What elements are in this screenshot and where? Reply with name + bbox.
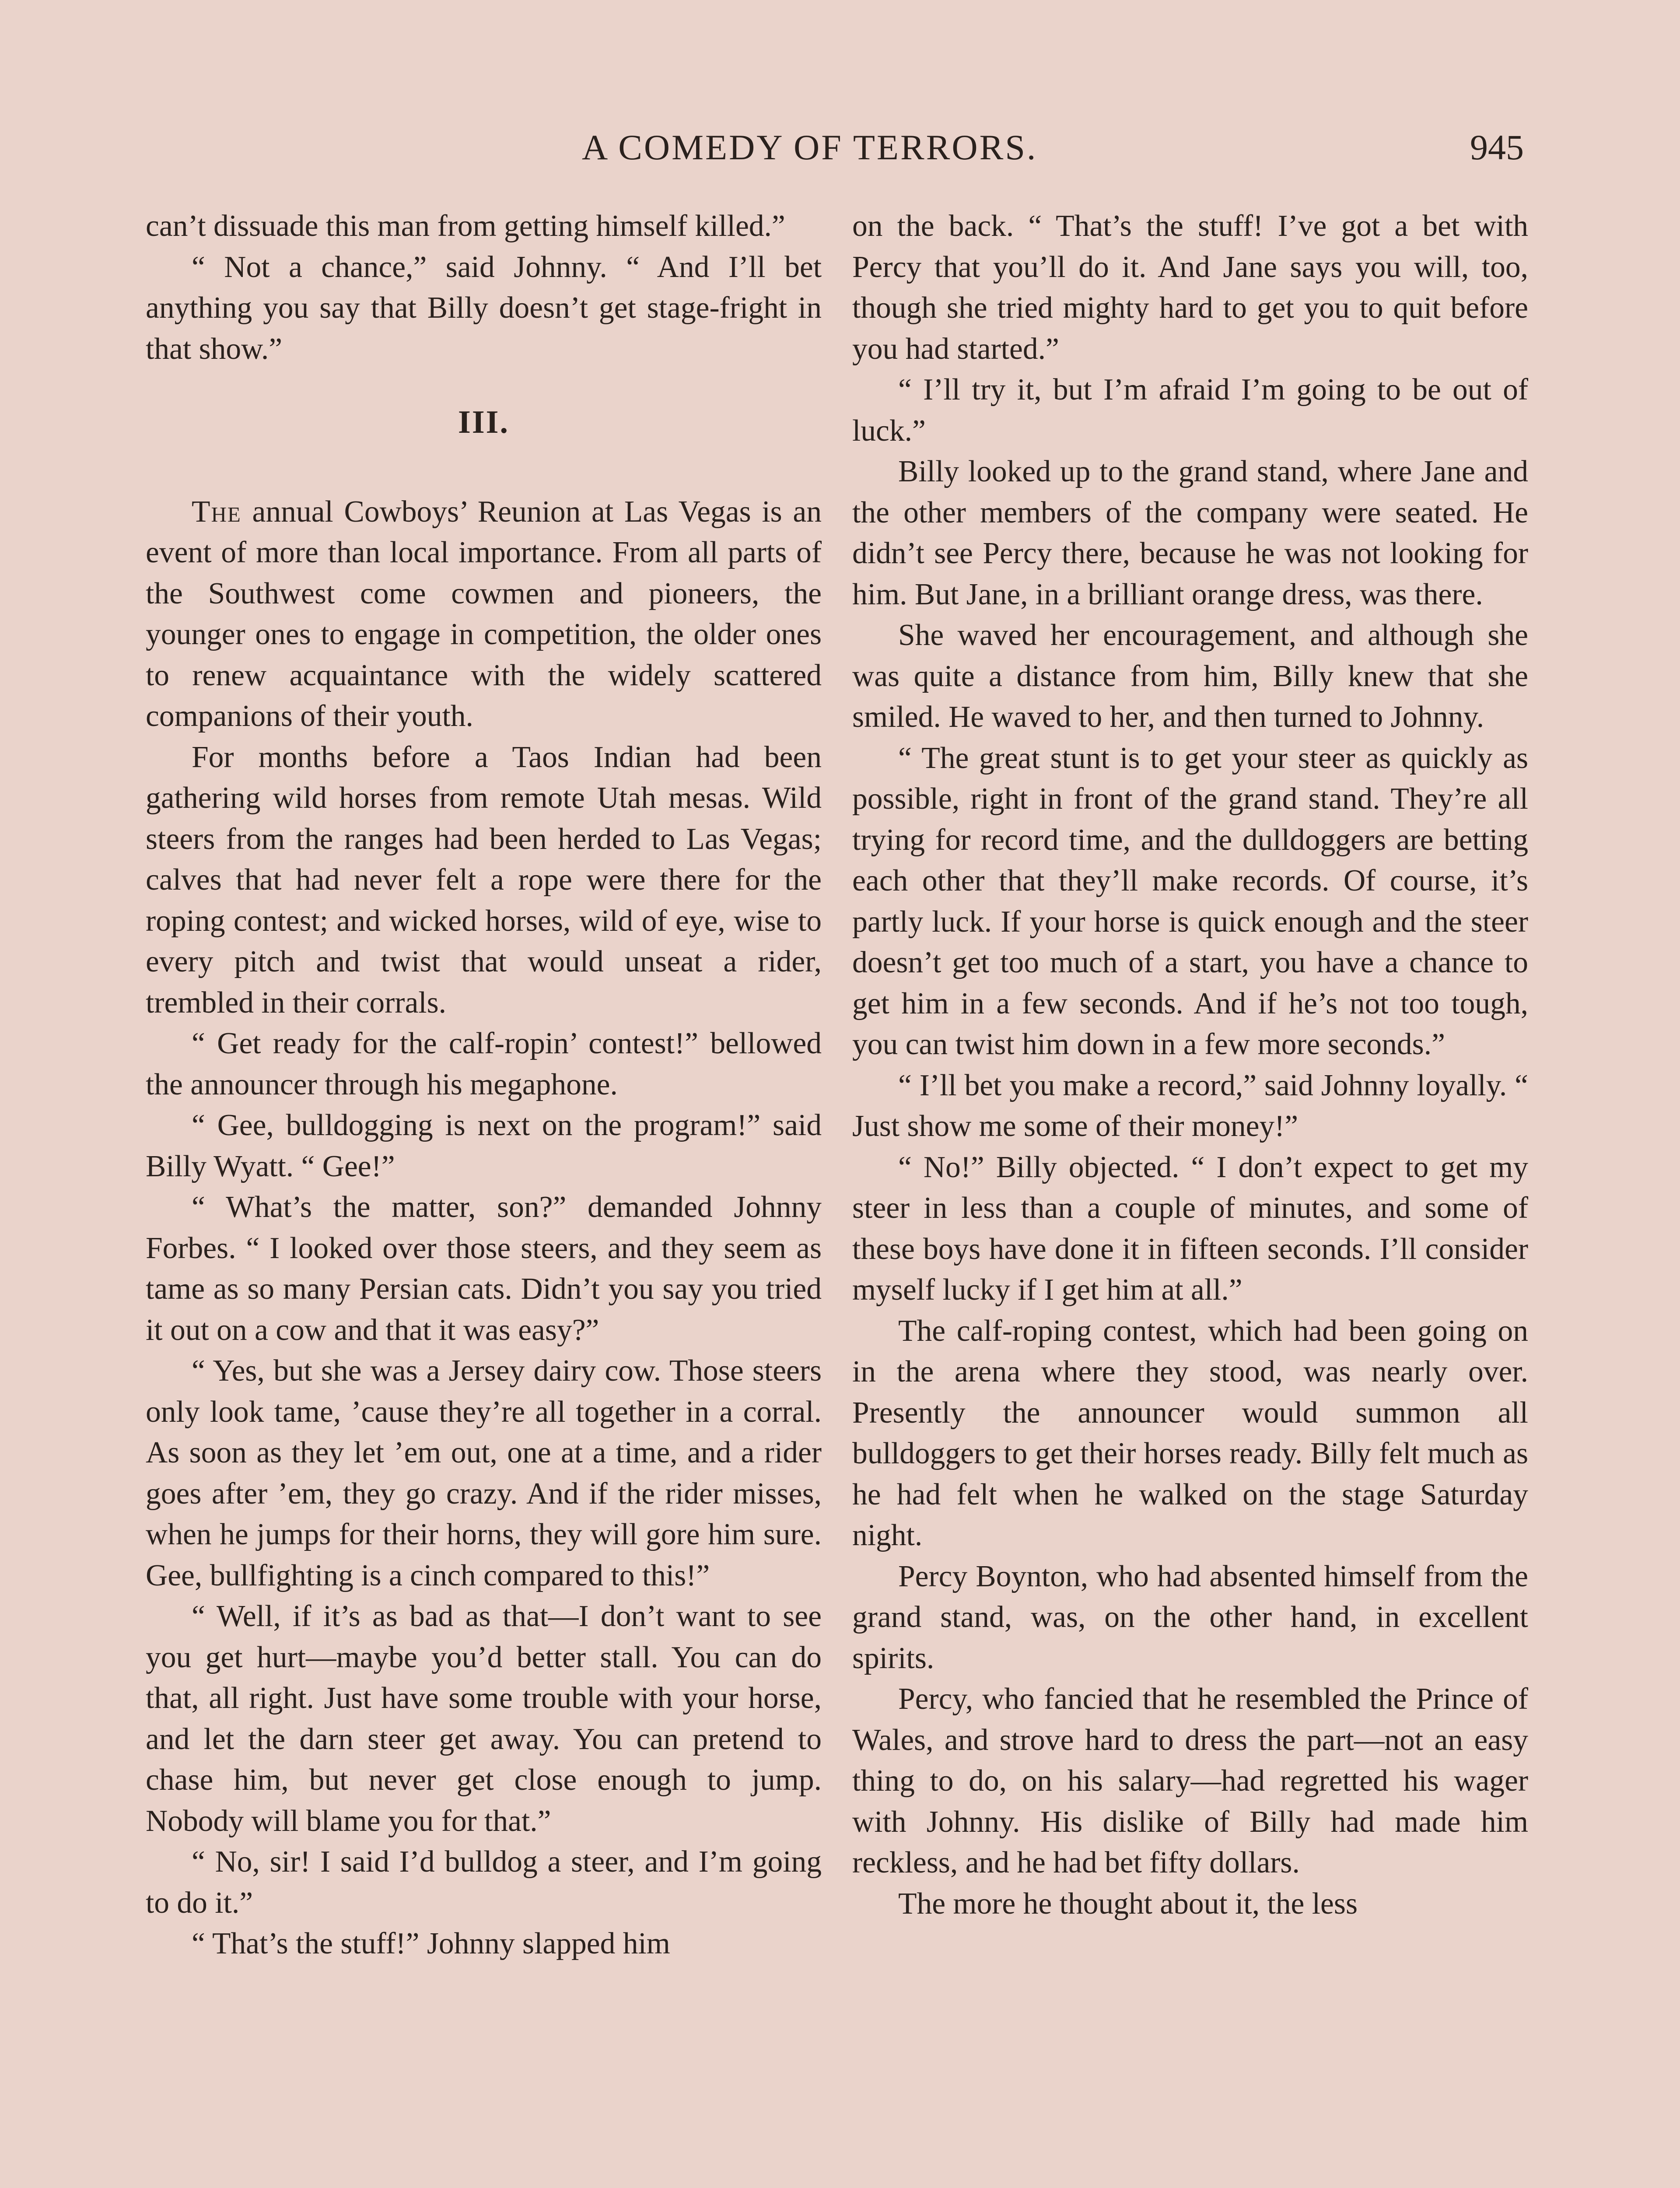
paragraph-lead-word: The [192, 494, 242, 529]
paragraph: Billy looked up to the grand stand, where Jane and the other members of the company were seated. He didn’t see Percy there, because he was not looking for him. But Jane, in a brilliant orange dress, was there. [852, 455, 1528, 611]
paragraph: The more he thought about it, the less [898, 1886, 1358, 1921]
paragraph: “ I’ll bet you make a record,” said Johnny loyally. “ Just show me some of their money!” [852, 1068, 1528, 1143]
paragraph: “ The great stunt is to get your steer as quickly as possible, right in front of the grand stand. They’re all trying for record time, and the dulldoggers are betting each other that they’ll make records. Of course, it’s partly luck. If your horse is quick enough and the steer doesn’t get too much of a start, you have a chance to get him in a few seconds. And if he’s not too tough, you can twist him down in a few more seconds.” [852, 741, 1528, 1061]
paragraph: “ Yes, but she was a Jersey dairy cow. Those steers only look tame, ’cause they’re all together in a corral. As soon as they let ’em out, one at a time, and a rider goes after ’em, they go crazy. And if the rider misses, when he jumps for their horns, they will gore him sure. Gee, bullfighting is a cinch compared to this!” [146, 1354, 822, 1592]
paragraph [146, 491, 822, 737]
paragraph: on the back. “ That’s the stuff! I’ve got a bet with Percy that you’ll do it. And Jane says you will, too, though she tried mighty hard to get you to quit before you had started.” [852, 209, 1528, 366]
running-head: A COMEDY OF TERRORS. [582, 127, 1038, 167]
paragraph: Percy, who fancied that he resembled the Prince of Wales, and strove hard to dress the part—not an easy thing to do, on his salary—had regretted his wager with Johnny. His dislike of Billy had made him reckless, and he had bet fifty dollars. [852, 1682, 1528, 1879]
section-heading: III. [458, 404, 509, 440]
paragraph: “ That’s the stuff!” Johnny slapped him [192, 1927, 670, 1960]
paragraph: “ Not a chance,” said Johnny. “ And I’ll bet anything you say that Billy doesn’t get stage-fright in that show.” [146, 250, 822, 366]
right-column [852, 206, 1528, 1924]
paragraph: “ Gee, bulldogging is next on the program!” said Billy Wyatt. “ Gee!” [146, 1108, 822, 1183]
paragraph: “ Well, if it’s as bad as that—I don’t want to see you get hurt—maybe you’d better stall. You can do that, all right. Just have some trouble with your horse, and let the darn steer get away. You can pretend to chase him, but never get close enough to jump. Nobody will blame you for that.” [146, 1599, 822, 1838]
paragraph: For months before a Taos Indian had been gathering wild horses from remote Utah mesas. Wild steers from the ranges had been herded to Las Vegas; calves that had never felt a rope were there for the roping contest; and wicked horses, wild of eye, wise to every pitch and twist that would unseat a rider, trembled in their corrals. [146, 740, 822, 1020]
left-column [146, 206, 822, 1964]
paragraph: She waved her encouragement, and although she was quite a distance from him, Billy knew that she smiled. He waved to her, and then turned to Johnny. [852, 618, 1528, 734]
paragraph: “ Get ready for the calf-ropin’ contest!” bellowed the announcer through his megaphone. [146, 1027, 822, 1101]
paragraph: can’t dissuade this man from getting himself killed.” [146, 209, 785, 243]
paragraph: “ I’ll try it, but I’m afraid I’m going to be out of luck.” [852, 373, 1528, 448]
paragraph: “ What’s the matter, son?” demanded Johnny Forbes. “ I looked over those steers, and they seem as tame as so many Persian cats. Didn’t you say you tried it out on a cow and that it was easy?” [146, 1190, 822, 1347]
paragraph: “ No!” Billy objected. “ I don’t expect to get my steer in less than a couple of minutes, and some of these boys have done it in fifteen seconds. I’ll consider myself lucky if I get him at all.” [852, 1150, 1528, 1307]
paragraph: Percy Boynton, who had absented himself from the grand stand, was, on the other hand, in excellent spirits. [852, 1559, 1528, 1675]
paragraph: The calf-roping contest, which had been going on in the arena where they stood, was nearly over. Presently the announcer would summon all bulldoggers to get their horses ready. Billy felt much as he had felt when he walked on the stage Saturday night. [852, 1314, 1528, 1552]
page-number: 945 [1470, 127, 1524, 167]
paragraph-text: annual Cowboys’ Reunion at Las Vegas is an event of more than local importance. From all parts of the Southwest come cowmen and pioneers, the younger ones to engage in competition, the older ones to renew acquaintance with the widely scattered companions of their youth. [146, 494, 822, 733]
paragraph: “ No, sir! I said I’d bulldog a steer, and I’m going to do it.” [146, 1845, 822, 1920]
